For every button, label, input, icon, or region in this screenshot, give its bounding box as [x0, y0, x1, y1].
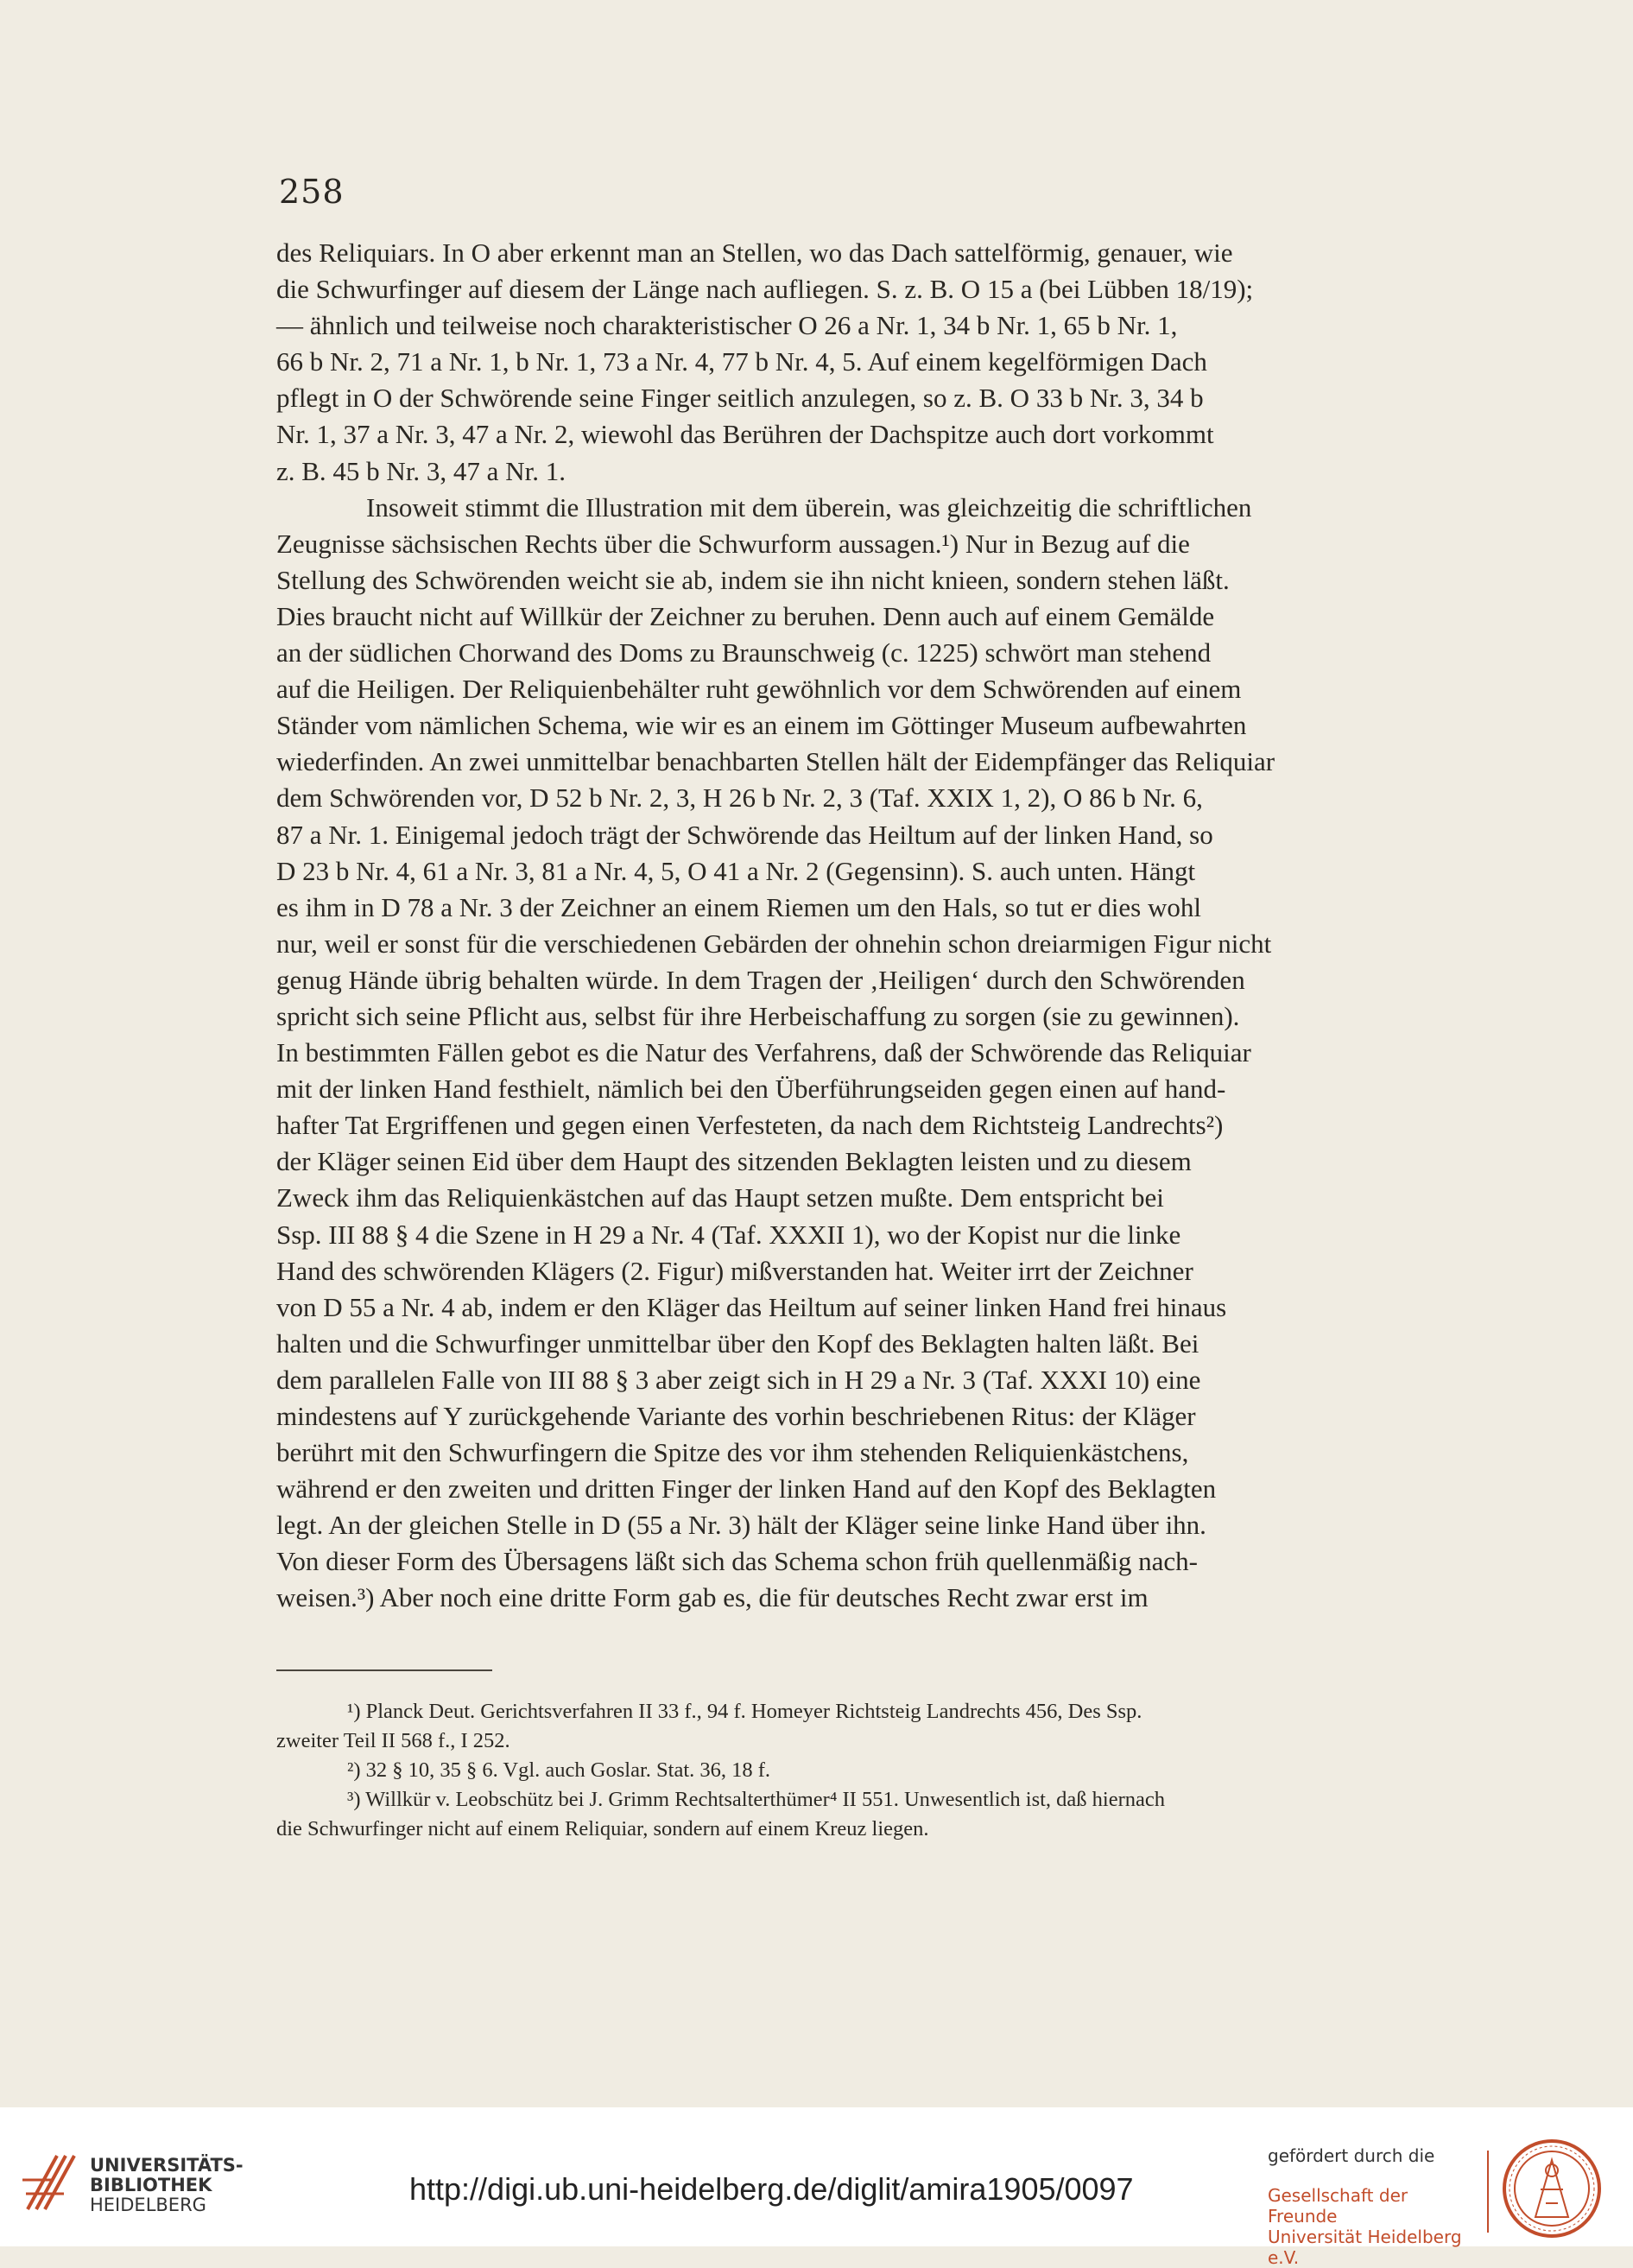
text-line: an der südlichen Chorwand des Doms zu Braunschweig (c. 1225) schwört man stehend [276, 637, 1212, 668]
text-line: während er den zweiten und dritten Finger der linken Hand auf den Kopf des Beklagten [276, 1473, 1217, 1505]
footer-divider [1487, 2151, 1489, 2233]
sponsor-block [1268, 2145, 1479, 2268]
library-name-line: UNIVERSITÄTS- [90, 2155, 244, 2176]
text-line: In bestimmten Fällen gebot es die Natur des Verfahrens, daß der Schwörende das Reliquiar [276, 1037, 1251, 1068]
ub-heidelberg-logo-icon [19, 2149, 83, 2213]
text-line: genug Hände übrig behalten würde. In dem Tragen der ‚Heiligen‘ durch den Schwörenden [276, 964, 1245, 995]
text-line: — ähnlich und teilweise noch charakteristischer O 26 a Nr. 1, 34 b Nr. 1, 65 b Nr. 1, [276, 310, 1178, 341]
text-line: Ständer vom nämlichen Schema, wie wir es an einem im Göttinger Museum aufbewahrten [276, 710, 1247, 741]
text-line: Zeugnisse sächsischen Rechts über die Schwurform aussagen.¹) Nur in Bezug auf die [276, 528, 1190, 559]
footnote-line: ³) Willkür v. Leobschütz bei J. Grimm Rechtsalterthümer⁴ II 551. Unwesentlich ist, daß hiernach [347, 1788, 1166, 1811]
text-line: die Schwurfinger auf diesem der Länge nach aufliegen. S. z. B. O 15 a (bei Lübben 18/19); [276, 274, 1254, 305]
library-name-line: HEIDELBERG [90, 2195, 206, 2215]
permalink-url[interactable]: http://digi.ub.uni-heidelberg.de/diglit/amira1905/0097 [409, 2171, 1134, 2207]
text-line: z. B. 45 b Nr. 3, 47 a Nr. 1. [276, 455, 566, 486]
sponsor-name: Universität Heidelberg e.V. [1268, 2227, 1462, 2268]
sponsor-name: Gesellschaft der Freunde [1268, 2185, 1408, 2227]
library-name [90, 2156, 244, 2215]
footnote-line: die Schwurfinger nicht auf einem Reliquiar, sondern auf einem Kreuz liegen. [276, 1817, 929, 1840]
text-line: pflegt in O der Schwörende seine Finger seitlich anzulegen, so z. B. O 33 b Nr. 3, 34 b [276, 383, 1204, 414]
text-line: legt. An der gleichen Stelle in D (55 a Nr. 3) hält der Kläger seine linke Hand über ihn. [276, 1510, 1206, 1541]
university-seal-icon [1501, 2138, 1603, 2239]
text-line: dem Schwörenden vor, D 52 b Nr. 2, 3, H 26 b Nr. 2, 3 (Taf. XXIX 1, 2), O 86 b Nr. 6, [276, 782, 1203, 814]
footnotes [276, 1697, 1455, 1844]
text-line: Ssp. III 88 § 4 die Szene in H 29 a Nr. 4 (Taf. XXXII 1), wo der Kopist nur die linke [276, 1219, 1181, 1250]
text-line: Stellung des Schwörenden weicht sie ab, indem sie ihn nicht knieen, sondern stehen läßt. [276, 564, 1230, 595]
digitization-footer [0, 2107, 1633, 2268]
text-line: mit der linken Hand festhielt, nämlich bei den Überführungseiden gegen einen auf hand- [276, 1074, 1226, 1105]
text-line: dem parallelen Falle von III 88 § 3 aber zeigt sich in H 29 a Nr. 3 (Taf. XXXI 10) eine [276, 1364, 1201, 1395]
text-line: hafter Tat Ergriffenen und gegen einen Verfesteten, da nach dem Richtsteig Landrechts²) [276, 1110, 1224, 1141]
text-line: nur, weil er sonst für die verschiedenen Gebärden der ohnehin schon dreiarmigen Figur nicht [276, 928, 1272, 959]
footnote-line: ²) 32 § 10, 35 § 6. Vgl. auch Goslar. Stat. 36, 18 f. [347, 1758, 771, 1782]
library-name-line: BIBLIOTHEK [90, 2175, 212, 2195]
page-number: 258 [279, 173, 345, 211]
text-line: es ihm in D 78 a Nr. 3 der Zeichner an einem Riemen um den Hals, so tut er dies wohl [276, 891, 1201, 922]
text-line: wiederfinden. An zwei unmittelbar benachbarten Stellen hält der Eidempfänger das Reliquiar [276, 746, 1275, 777]
text-line: von D 55 a Nr. 4 ab, indem er den Kläger das Heiltum auf seiner linken Hand frei hinaus [276, 1291, 1227, 1322]
text-line: des Reliquiars. In O aber erkennt man an Stellen, wo das Dach sattelförmig, genauer, wie [276, 238, 1233, 268]
text-line: Nr. 1, 37 a Nr. 3, 47 a Nr. 2, wiewohl das Berühren der Dachspitze auch dort vorkommt [276, 419, 1214, 450]
text-line: 66 b Nr. 2, 71 a Nr. 1, b Nr. 1, 73 a Nr. 4, 77 b Nr. 4, 5. Auf einem kegelförmigen Dach [276, 346, 1207, 377]
text-line: weisen.³) Aber noch eine dritte Form gab es, die für deutsches Recht zwar erst im [276, 1582, 1149, 1613]
text-line: berührt mit den Schwurfingern die Spitze des vor ihm stehenden Reliquienkästchens, [276, 1437, 1189, 1468]
text-line: spricht sich seine Pflicht aus, selbst für ihre Herbeischaffung zu sorgen (sie zu gewinnen). [276, 1000, 1240, 1031]
text-line: auf die Heiligen. Der Reliquienbehälter ruht gewöhnlich vor dem Schwörenden auf einem [276, 674, 1242, 705]
text-line: 87 a Nr. 1. Einigemal jedoch trägt der Schwörende das Heiltum auf der linken Hand, so [276, 819, 1213, 850]
footnote-line: zweiter Teil II 568 f., I 252. [276, 1729, 510, 1752]
text-line: mindestens auf Y zurückgehende Variante des vorhin beschriebenen Ritus: der Kläger [276, 1401, 1196, 1431]
text-line: Von dieser Form des Übersagens läßt sich das Schema schon früh quellenmäßig nach- [276, 1546, 1198, 1577]
text-line: halten und die Schwurfinger unmittelbar über den Kopf des Beklagten halten läßt. Bei [276, 1327, 1199, 1359]
text-line: der Kläger seinen Eid über dem Haupt des sitzenden Beklagten leisten und zu diesem [276, 1146, 1192, 1177]
body-text [276, 235, 1455, 1617]
sponsor-lead: gefördert durch die [1268, 2145, 1435, 2166]
footnote-line: ¹) Planck Deut. Gerichtsverfahren II 33 f., 94 f. Homeyer Richtsteig Landrechts 456, Des Ssp. [347, 1700, 1142, 1723]
paragraph-start-line: Insoweit stimmt die Illustration mit dem überein, was gleichzeitig die schriftlichen [366, 491, 1252, 523]
footnote-divider [276, 1669, 492, 1671]
text-line: Hand des schwörenden Klägers (2. Figur) mißverstanden hat. Weiter irrt der Zeichner [276, 1255, 1193, 1286]
text-line: Dies braucht nicht auf Willkür der Zeichner zu beruhen. Denn auch auf einem Gemälde [276, 600, 1215, 631]
text-line: Zweck ihm das Reliquienkästchen auf das Haupt setzen mußte. Dem entspricht bei [276, 1182, 1164, 1213]
text-line: D 23 b Nr. 4, 61 a Nr. 3, 81 a Nr. 4, 5, O 41 a Nr. 2 (Gegensinn). S. auch unten. Hängt [276, 855, 1196, 886]
